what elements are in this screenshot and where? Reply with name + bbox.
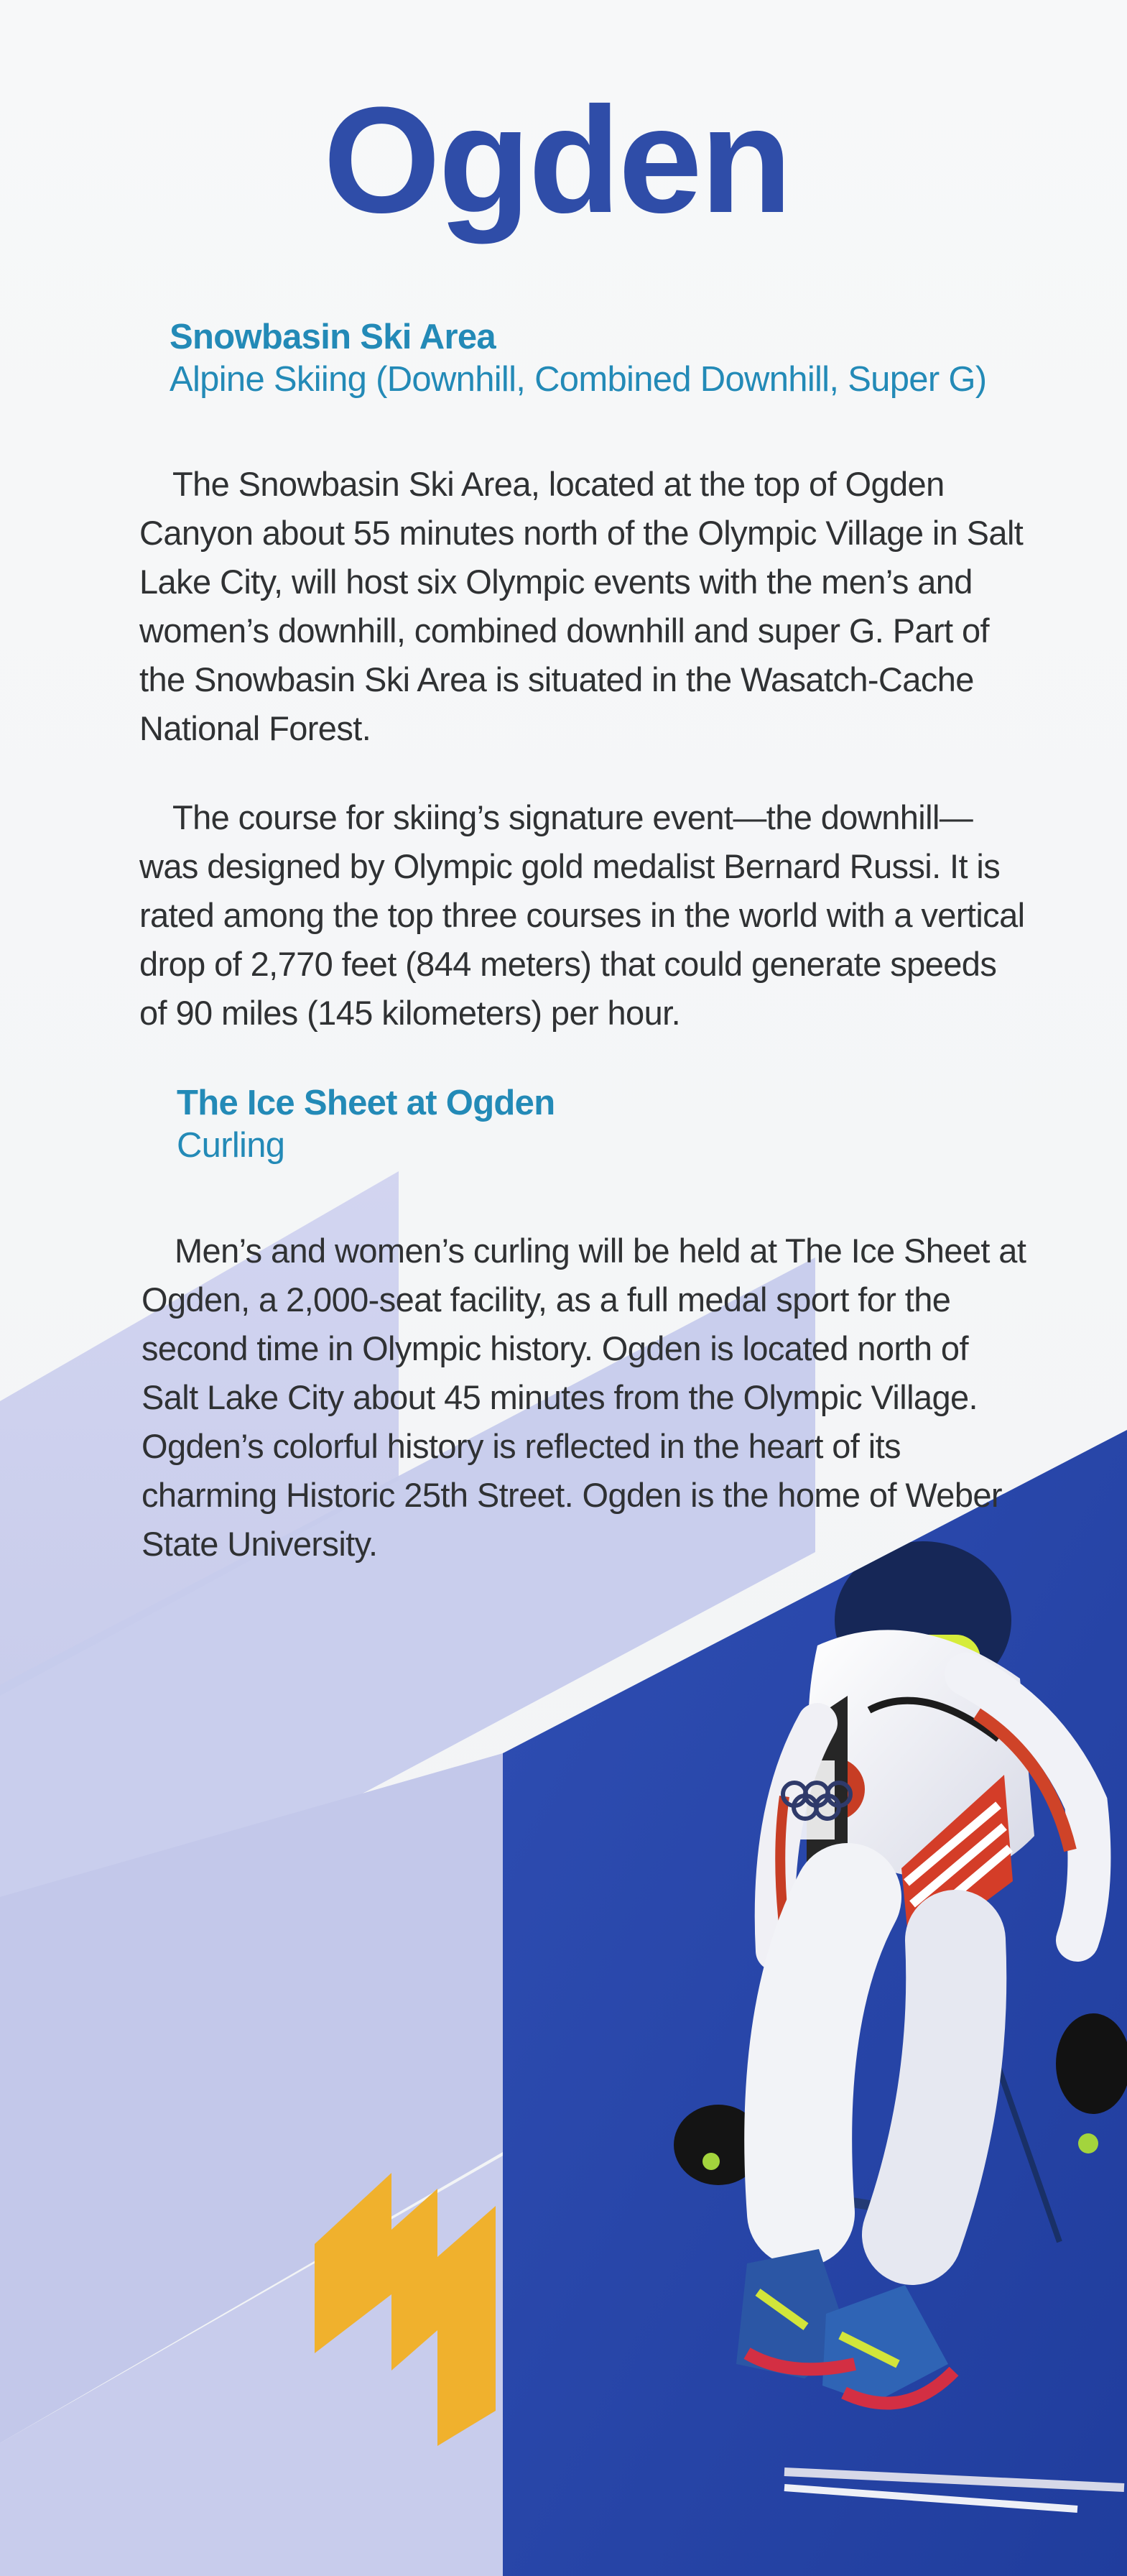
ice-sheet-subtitle: Curling xyxy=(177,1125,285,1165)
snowbasin-subtitle: Alpine Skiing (Downhill, Combined Downhill, Super G) xyxy=(170,359,987,399)
snowbasin-title: Snowbasin Ski Area xyxy=(170,318,496,356)
page-title: Ogden xyxy=(323,75,790,244)
ice-sheet-paragraph: Men’s and women’s curling will be held at The Ice Sheet at Ogden, a 2,000-seat facility, as a full medal sport for the second time in Olympic history. Ogden is located north of Salt Lake City about 45 minutes from the Olympic Village. Ogden’s colorful history is reflected in the heart of its charming Historic 25th Street. Ogden is the home of Weber State University. xyxy=(142,1232,1026,1563)
snowbasin-heading xyxy=(170,316,986,401)
snowbasin-paragraph-1: The Snowbasin Ski Area, located at the top of Ogden Canyon about 55 minutes north of the Olympic Village in Salt Lake City, will host six Olympic events with the men’s and women’s downhill, combined downhill and super G. Part of the Snowbasin Ski Area is situated in the Wasatch-Cache National Forest. xyxy=(139,465,1024,747)
ice-sheet-heading xyxy=(177,1082,555,1167)
ice-sheet-title: The Ice Sheet at Ogden xyxy=(177,1084,555,1122)
snowbasin-paragraph-2: The course for skiing’s signature event—the downhill—was designed by Olympic gold medalist Bernard Russi. It is rated among the top three courses in the world with a vertical drop of 2,770 feet (844 meters) that could generate speeds of 90 miles (145 kilometers) per hour. xyxy=(139,798,1025,1032)
